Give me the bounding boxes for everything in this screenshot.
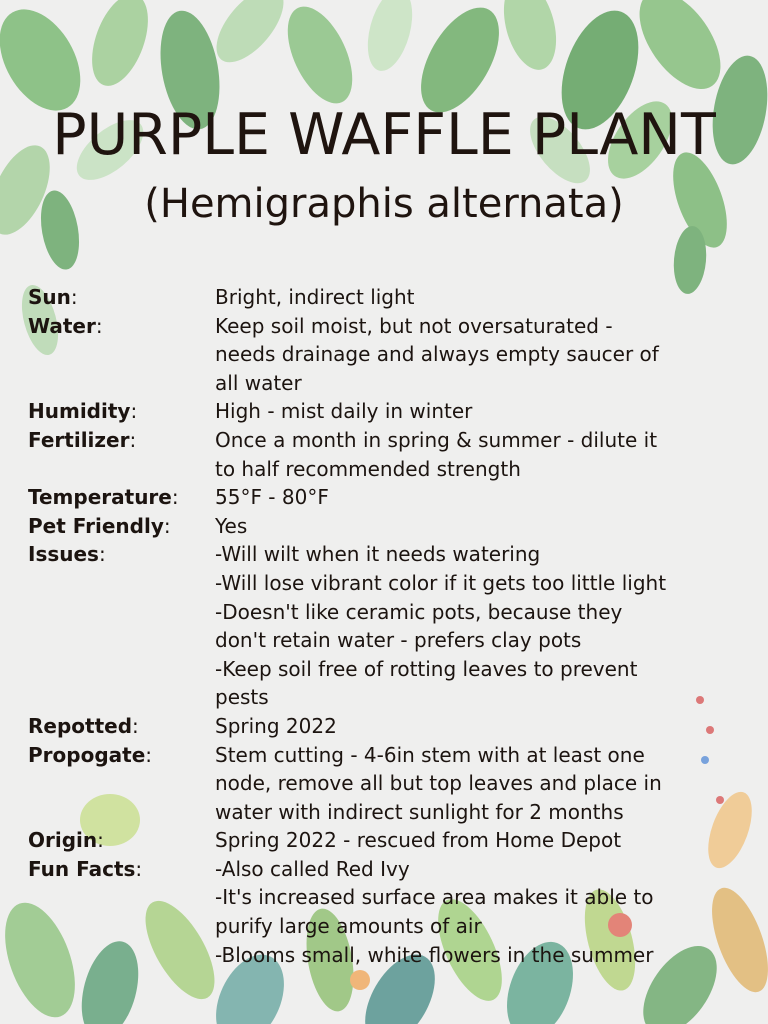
care-row-value-line: Bright, indirect light <box>215 285 415 309</box>
care-row-label-text: Fertilizer <box>28 427 130 452</box>
care-row-value <box>215 397 748 426</box>
care-row-label: Repotted: <box>28 713 139 738</box>
care-row-label: Fertilizer: <box>28 427 137 452</box>
care-row-value-line: -Keep soil free of rotting leaves to prevent <box>215 656 638 681</box>
care-row-value-line: -Doesn't like ceramic pots, because they <box>215 599 623 624</box>
care-row-value-line: -It's increased surface area makes it able to <box>215 885 654 910</box>
care-row-label-text: Water <box>28 313 96 338</box>
care-row-label: Water: <box>28 313 103 338</box>
care-row-label-text: Repotted <box>28 713 133 738</box>
care-row-value-line: node, remove all but top leaves and place in <box>215 771 662 796</box>
care-row-value-line: -Also called Red Ivy <box>215 856 410 881</box>
care-row-value-line: High - mist daily in winter <box>215 399 473 424</box>
care-row-value <box>215 826 748 855</box>
care-row-label: Temperature: <box>28 485 179 510</box>
care-row-value <box>215 540 748 712</box>
care-row <box>28 512 748 541</box>
care-row-value-line: Spring 2022 <box>215 713 337 738</box>
care-row <box>28 855 748 969</box>
care-row <box>28 483 748 512</box>
care-details-list <box>28 283 748 969</box>
care-row-value <box>215 712 748 741</box>
care-row-label-text: Humidity <box>28 399 131 424</box>
care-row-label-text: Pet Friendly <box>28 513 164 538</box>
care-row-value-line: needs drainage and always empty saucer of <box>215 342 659 367</box>
care-row-value <box>215 512 748 541</box>
care-row-value-line: Spring 2022 - rescued from Home Depot <box>215 828 622 853</box>
care-row <box>28 426 748 483</box>
care-row-label: Origin: <box>28 828 104 853</box>
care-row-value-line: to half recommended strength <box>215 456 521 481</box>
care-row <box>28 397 748 426</box>
care-row-value-line: 55°F - 80°F <box>215 485 329 510</box>
care-row-value <box>215 426 748 483</box>
care-row-label-text: Temperature <box>28 485 172 510</box>
care-row-value-line: Stem cutting - 4-6in stem with at least one <box>215 742 645 767</box>
care-row-value-line: don't retain water - prefers clay pots <box>215 628 582 653</box>
care-row-value-line: -Will wilt when it needs watering <box>215 542 541 567</box>
care-row <box>28 741 748 827</box>
care-row <box>28 712 748 741</box>
care-row-label-text: Sun <box>28 285 71 309</box>
care-row-label: Humidity: <box>28 399 138 424</box>
page-subtitle: (Hemigraphis alternata) <box>144 181 624 227</box>
care-row-value-line: Keep soil moist, but not oversaturated - <box>215 313 613 338</box>
care-row-value-line: water with indirect sunlight for 2 months <box>215 799 624 824</box>
care-row-value-line: purify large amounts of air <box>215 914 482 939</box>
care-row <box>28 826 748 855</box>
care-row <box>28 312 748 398</box>
care-row-value-line: -Will lose vibrant color if it gets too little light <box>215 570 667 595</box>
care-row-value-line: Once a month in spring & summer - dilute it <box>215 427 658 452</box>
care-row-label: Fun Facts: <box>28 856 143 881</box>
care-row-label: Pet Friendly: <box>28 513 171 538</box>
page-title: PURPLE WAFFLE PLANT <box>52 102 716 168</box>
care-row-value <box>215 741 748 827</box>
care-row-value-line: -Blooms small, white flowers in the summer <box>215 942 654 967</box>
care-row-label-text: Origin <box>28 828 98 853</box>
care-row-label-text: Issues <box>28 542 99 567</box>
care-row-value-line: all water <box>215 370 302 395</box>
care-row-label: Propogate: <box>28 742 153 767</box>
care-row-value <box>215 312 748 398</box>
care-row-value <box>215 483 748 512</box>
care-row-value <box>215 855 748 969</box>
care-row-value-line: Yes <box>215 513 248 538</box>
care-row-value <box>215 283 748 312</box>
care-row <box>28 283 748 312</box>
care-row-label-text: Fun Facts <box>28 856 136 881</box>
care-row <box>28 540 748 712</box>
care-row-value-line: pests <box>215 685 269 710</box>
care-row-label: Sun: <box>28 285 78 309</box>
care-row-label: Issues: <box>28 542 106 567</box>
care-row-label-text: Propogate <box>28 742 146 767</box>
